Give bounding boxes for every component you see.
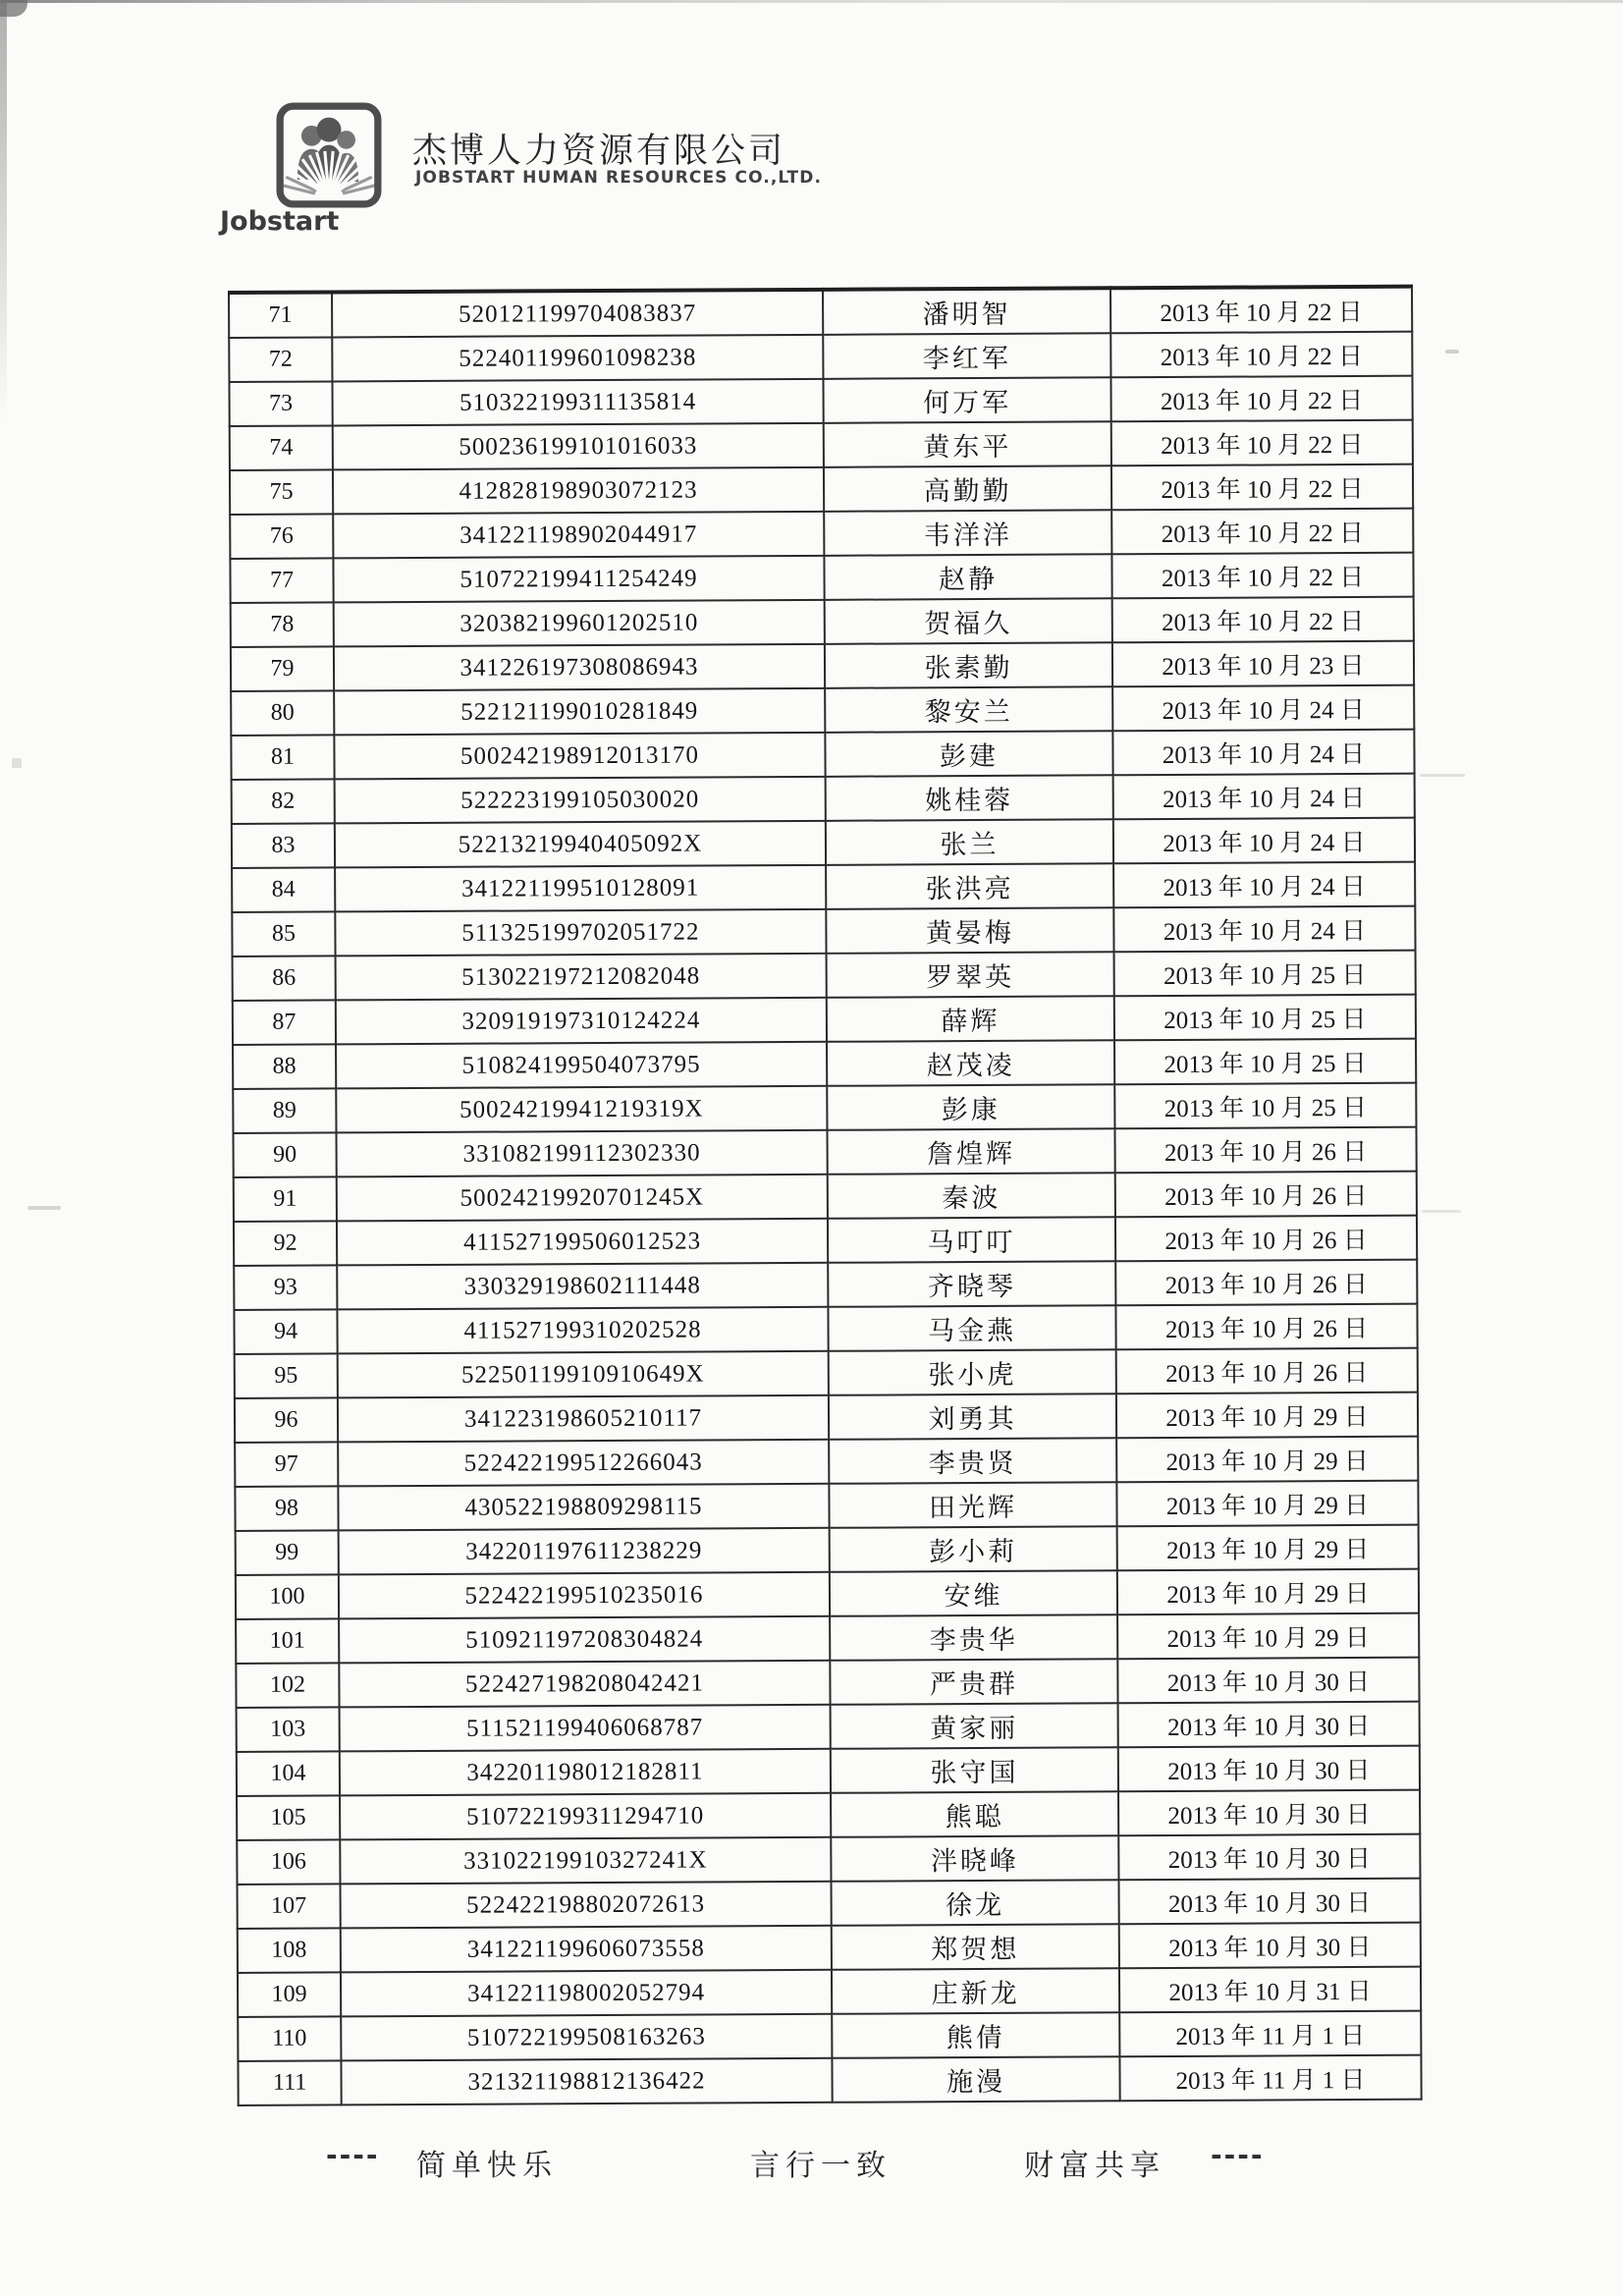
name-cell: 安维 bbox=[830, 1570, 1117, 1616]
footer-dash-right: ---- bbox=[1211, 2139, 1265, 2171]
row-number-cell: 72 bbox=[229, 337, 332, 382]
row-number-cell: 106 bbox=[237, 1839, 340, 1885]
date-cell: 2013 年 10 月 30 日 bbox=[1118, 1790, 1420, 1836]
table-row bbox=[234, 1216, 1417, 1266]
id-number-cell: 52213219940405092X bbox=[335, 821, 826, 868]
table-row bbox=[230, 553, 1413, 603]
name-cell: 张守国 bbox=[831, 1747, 1118, 1793]
name-cell: 赵静 bbox=[824, 554, 1111, 600]
id-number-cell: 33102219910327241X bbox=[340, 1837, 831, 1885]
id-number-cell: 320919197310124224 bbox=[336, 998, 827, 1045]
date-cell: 2013 年 10 月 30 日 bbox=[1118, 1702, 1420, 1748]
name-cell: 黄东平 bbox=[824, 421, 1111, 467]
name-cell: 何万军 bbox=[823, 377, 1110, 423]
table-row bbox=[233, 1127, 1416, 1177]
row-number-cell: 102 bbox=[236, 1663, 339, 1708]
footer-slogan-3: 财富共享 bbox=[1024, 2149, 1165, 2183]
id-number-cell: 341221199606073558 bbox=[341, 1926, 832, 1973]
row-number-cell: 84 bbox=[232, 867, 335, 912]
scan-speck bbox=[1445, 350, 1459, 354]
id-number-cell: 510722199508163263 bbox=[341, 2014, 832, 2061]
id-number-cell: 341226197308086943 bbox=[334, 644, 825, 691]
date-cell: 2013 年 11 月 1 日 bbox=[1119, 2055, 1421, 2102]
table-row bbox=[230, 420, 1413, 470]
table-row bbox=[232, 862, 1415, 912]
row-number-cell: 73 bbox=[229, 381, 332, 426]
name-cell: 熊倩 bbox=[832, 2012, 1119, 2058]
footer-slogan-1: 简单快乐 bbox=[416, 2149, 558, 2183]
row-number-cell: 100 bbox=[236, 1574, 339, 1619]
table-row bbox=[234, 1304, 1417, 1354]
table-row bbox=[230, 465, 1413, 515]
table-row bbox=[238, 1967, 1421, 2017]
date-cell: 2013 年 10 月 25 日 bbox=[1114, 951, 1416, 997]
company-logo-icon bbox=[274, 102, 384, 212]
id-number-cell: 522121199010281849 bbox=[334, 688, 825, 736]
scan-edge-left bbox=[0, 0, 7, 422]
name-cell: 赵茂凌 bbox=[827, 1040, 1114, 1086]
logo-wordmark: Jobstart bbox=[220, 206, 340, 237]
table-row bbox=[235, 1348, 1418, 1398]
scan-speck bbox=[12, 758, 22, 768]
id-number-cell: 341221198902044917 bbox=[333, 512, 824, 559]
date-cell: 2013 年 10 月 22 日 bbox=[1111, 465, 1413, 511]
id-number-cell: 500242198912013170 bbox=[334, 733, 825, 780]
id-number-cell: 411527199506012523 bbox=[337, 1219, 828, 1266]
table-row bbox=[233, 1083, 1416, 1133]
name-cell: 罗翠英 bbox=[827, 952, 1114, 998]
name-cell: 高勤勤 bbox=[824, 465, 1111, 512]
name-cell: 严贵群 bbox=[830, 1659, 1117, 1705]
row-number-cell: 88 bbox=[233, 1044, 336, 1089]
table-row bbox=[236, 1658, 1419, 1708]
row-number-cell: 79 bbox=[231, 646, 334, 691]
id-number-cell: 52250119910910649X bbox=[338, 1351, 829, 1398]
date-cell: 2013 年 10 月 24 日 bbox=[1112, 730, 1414, 776]
date-cell: 2013 年 10 月 25 日 bbox=[1114, 995, 1416, 1041]
id-number-cell: 511325199702051722 bbox=[335, 909, 826, 957]
row-number-cell: 89 bbox=[233, 1088, 336, 1133]
name-cell: 黄家丽 bbox=[831, 1703, 1118, 1749]
table-row bbox=[238, 1923, 1421, 1973]
name-cell: 彭小莉 bbox=[830, 1526, 1117, 1572]
table-row bbox=[236, 1613, 1419, 1664]
id-number-cell: 522422198802072613 bbox=[340, 1882, 831, 1929]
name-cell: 齐晓琴 bbox=[828, 1261, 1115, 1307]
name-cell: 姚桂蓉 bbox=[826, 775, 1113, 821]
row-number-cell: 96 bbox=[235, 1397, 338, 1443]
name-cell: 张素勤 bbox=[825, 642, 1112, 688]
row-number-cell: 78 bbox=[231, 602, 334, 647]
id-number-cell: 341223198605210117 bbox=[338, 1395, 829, 1443]
id-number-cell: 510921197208304824 bbox=[339, 1616, 830, 1664]
table-row bbox=[230, 509, 1413, 559]
name-cell: 彭康 bbox=[827, 1084, 1114, 1130]
row-number-cell: 81 bbox=[231, 735, 334, 780]
table-row bbox=[229, 376, 1412, 426]
name-cell: 詹煌辉 bbox=[827, 1128, 1114, 1175]
id-number-cell: 510722199411254249 bbox=[333, 556, 824, 603]
date-cell: 2013 年 10 月 22 日 bbox=[1112, 597, 1414, 643]
date-cell: 2013 年 10 月 31 日 bbox=[1119, 1967, 1421, 2013]
id-number-cell: 341221198002052794 bbox=[341, 1970, 832, 2017]
table-row bbox=[237, 1879, 1420, 1929]
date-cell: 2013 年 10 月 29 日 bbox=[1117, 1613, 1419, 1660]
id-number-cell: 412828198903072123 bbox=[333, 467, 824, 515]
date-cell: 2013 年 10 月 26 日 bbox=[1115, 1172, 1417, 1218]
row-number-cell: 77 bbox=[230, 558, 333, 603]
table-row bbox=[237, 1702, 1420, 1752]
table-row bbox=[237, 1790, 1420, 1840]
id-number-cell: 522422199512266043 bbox=[338, 1440, 829, 1487]
date-cell: 2013 年 10 月 24 日 bbox=[1113, 906, 1415, 953]
row-number-cell: 80 bbox=[231, 690, 334, 736]
row-number-cell: 95 bbox=[235, 1353, 338, 1398]
date-cell: 2013 年 10 月 29 日 bbox=[1117, 1569, 1419, 1615]
table-row bbox=[237, 1746, 1420, 1796]
id-number-cell: 520121199704083837 bbox=[332, 290, 823, 338]
id-number-cell: 513022197212082048 bbox=[336, 954, 827, 1001]
name-cell: 黄晏梅 bbox=[826, 907, 1113, 954]
row-number-cell: 108 bbox=[238, 1928, 341, 1973]
table-row bbox=[236, 1525, 1419, 1575]
table-row bbox=[235, 1393, 1418, 1443]
date-cell: 2013 年 10 月 24 日 bbox=[1113, 818, 1415, 864]
id-number-cell: 50024219941219319X bbox=[336, 1086, 827, 1133]
id-number-cell: 510824199504073795 bbox=[336, 1042, 827, 1089]
date-cell: 2013 年 10 月 26 日 bbox=[1115, 1304, 1417, 1350]
name-cell: 秦波 bbox=[828, 1173, 1115, 1219]
table-row bbox=[233, 995, 1416, 1045]
row-number-cell: 101 bbox=[236, 1618, 339, 1664]
name-cell: 张小虎 bbox=[829, 1349, 1116, 1395]
row-number-cell: 71 bbox=[229, 292, 332, 338]
table-row bbox=[233, 1039, 1416, 1089]
scan-corner-smudge bbox=[0, 0, 27, 17]
table-row bbox=[232, 906, 1415, 957]
table-row bbox=[234, 1260, 1417, 1310]
date-cell: 2013 年 10 月 30 日 bbox=[1118, 1834, 1420, 1881]
id-number-cell: 341221199510128091 bbox=[335, 865, 826, 912]
date-cell: 2013 年 10 月 24 日 bbox=[1113, 862, 1415, 908]
company-name-english: JOBSTART HUMAN RESOURCES CO.,LTD. bbox=[415, 168, 823, 188]
roster-table-wrap bbox=[228, 285, 1423, 2106]
name-cell: 施漫 bbox=[832, 2056, 1119, 2103]
row-number-cell: 99 bbox=[236, 1530, 339, 1575]
date-cell: 2013 年 10 月 24 日 bbox=[1113, 774, 1415, 820]
row-number-cell: 82 bbox=[232, 779, 335, 824]
row-number-cell: 103 bbox=[237, 1707, 340, 1752]
name-cell: 徐龙 bbox=[831, 1880, 1118, 1926]
roster-table bbox=[228, 285, 1423, 2106]
date-cell: 2013 年 10 月 30 日 bbox=[1118, 1879, 1420, 1925]
date-cell: 2013 年 10 月 22 日 bbox=[1111, 420, 1413, 466]
table-row bbox=[229, 287, 1412, 338]
table-row bbox=[238, 2011, 1421, 2061]
name-cell: 李贵华 bbox=[830, 1614, 1117, 1661]
date-cell: 2013 年 10 月 22 日 bbox=[1110, 376, 1412, 422]
table-row bbox=[235, 1437, 1418, 1487]
footer-slogan-2: 言行一致 bbox=[750, 2149, 892, 2183]
table-row bbox=[232, 818, 1415, 868]
date-cell: 2013 年 10 月 29 日 bbox=[1117, 1525, 1419, 1571]
table-row bbox=[234, 1172, 1417, 1222]
id-number-cell: 50024219920701245X bbox=[337, 1175, 828, 1222]
table-row bbox=[233, 951, 1416, 1001]
date-cell: 2013 年 10 月 25 日 bbox=[1114, 1039, 1416, 1085]
table-row bbox=[238, 2055, 1421, 2105]
row-number-cell: 83 bbox=[232, 823, 335, 868]
name-cell: 马叮叮 bbox=[828, 1217, 1115, 1263]
scan-edge-top bbox=[0, 0, 1623, 3]
row-number-cell: 75 bbox=[230, 469, 333, 515]
row-number-cell: 76 bbox=[230, 514, 333, 559]
row-number-cell: 98 bbox=[235, 1486, 338, 1531]
id-number-cell: 411527199310202528 bbox=[337, 1307, 828, 1354]
date-cell: 2013 年 10 月 30 日 bbox=[1118, 1746, 1420, 1792]
name-cell: 薛辉 bbox=[827, 996, 1114, 1042]
id-number-cell: 522427198208042421 bbox=[339, 1661, 830, 1708]
name-cell: 李贵贤 bbox=[829, 1438, 1116, 1484]
name-cell: 贺福久 bbox=[825, 598, 1112, 644]
date-cell: 2013 年 10 月 29 日 bbox=[1116, 1481, 1418, 1527]
name-cell: 张兰 bbox=[826, 819, 1113, 865]
row-number-cell: 105 bbox=[237, 1795, 340, 1840]
date-cell: 2013 年 10 月 26 日 bbox=[1115, 1216, 1417, 1262]
id-number-cell: 522223199105030020 bbox=[335, 777, 826, 824]
name-cell: 李红军 bbox=[823, 333, 1110, 379]
id-number-cell: 331082199112302330 bbox=[336, 1130, 827, 1177]
scan-speck bbox=[27, 1206, 61, 1210]
id-number-cell: 510722199311294710 bbox=[340, 1793, 831, 1840]
row-number-cell: 110 bbox=[238, 2016, 341, 2061]
id-number-cell: 511521199406068787 bbox=[340, 1705, 831, 1752]
id-number-cell: 330329198602111448 bbox=[337, 1263, 828, 1310]
row-number-cell: 111 bbox=[238, 2060, 341, 2105]
table-row bbox=[231, 685, 1414, 736]
date-cell: 2013 年 10 月 22 日 bbox=[1110, 287, 1412, 334]
name-cell: 刘勇其 bbox=[829, 1394, 1116, 1440]
row-number-cell: 109 bbox=[238, 1972, 341, 2017]
date-cell: 2013 年 11 月 1 日 bbox=[1119, 2011, 1421, 2057]
row-number-cell: 87 bbox=[233, 1000, 336, 1045]
date-cell: 2013 年 10 月 22 日 bbox=[1110, 332, 1412, 378]
table-row bbox=[229, 332, 1412, 382]
scan-speck bbox=[1422, 1210, 1461, 1213]
row-number-cell: 97 bbox=[235, 1442, 338, 1487]
scan-speck bbox=[1420, 774, 1465, 777]
table-row bbox=[235, 1481, 1418, 1531]
id-number-cell: 522422199510235016 bbox=[339, 1572, 830, 1619]
id-number-cell: 500236199101016033 bbox=[333, 423, 824, 470]
date-cell: 2013 年 10 月 30 日 bbox=[1119, 1923, 1421, 1969]
row-number-cell: 91 bbox=[234, 1176, 337, 1222]
table-row bbox=[236, 1569, 1419, 1619]
date-cell: 2013 年 10 月 26 日 bbox=[1116, 1348, 1418, 1394]
footer-dash-left: ---- bbox=[326, 2139, 380, 2171]
row-number-cell: 74 bbox=[230, 425, 333, 470]
id-number-cell: 321321198812136422 bbox=[341, 2058, 832, 2105]
name-cell: 黎安兰 bbox=[825, 686, 1112, 733]
row-number-cell: 93 bbox=[234, 1265, 337, 1310]
date-cell: 2013 年 10 月 22 日 bbox=[1111, 553, 1413, 599]
id-number-cell: 342201197611238229 bbox=[339, 1528, 830, 1575]
name-cell: 马金燕 bbox=[828, 1305, 1115, 1351]
date-cell: 2013 年 10 月 23 日 bbox=[1112, 641, 1414, 687]
id-number-cell: 430522198809298115 bbox=[338, 1484, 829, 1531]
row-number-cell: 104 bbox=[237, 1751, 340, 1796]
name-cell: 潘明智 bbox=[823, 288, 1110, 335]
row-number-cell: 94 bbox=[234, 1309, 337, 1354]
row-number-cell: 107 bbox=[237, 1884, 340, 1929]
id-number-cell: 510322199311135814 bbox=[332, 379, 823, 426]
date-cell: 2013 年 10 月 25 日 bbox=[1114, 1083, 1416, 1129]
date-cell: 2013 年 10 月 29 日 bbox=[1116, 1437, 1418, 1483]
table-row bbox=[232, 774, 1415, 824]
date-cell: 2013 年 10 月 30 日 bbox=[1117, 1658, 1419, 1704]
date-cell: 2013 年 10 月 26 日 bbox=[1115, 1260, 1417, 1306]
date-cell: 2013 年 10 月 29 日 bbox=[1116, 1393, 1418, 1439]
name-cell: 熊聪 bbox=[831, 1791, 1118, 1837]
name-cell: 韦洋洋 bbox=[824, 510, 1111, 556]
row-number-cell: 86 bbox=[233, 956, 336, 1001]
company-name-chinese: 杰博人力资源有限公司 bbox=[412, 132, 786, 171]
date-cell: 2013 年 10 月 22 日 bbox=[1111, 509, 1413, 555]
row-number-cell: 85 bbox=[232, 911, 335, 957]
row-number-cell: 90 bbox=[233, 1132, 336, 1177]
name-cell: 郑贺想 bbox=[832, 1924, 1119, 1970]
id-number-cell: 342201198012182811 bbox=[340, 1749, 831, 1796]
name-cell: 泮晓峰 bbox=[831, 1835, 1118, 1882]
row-number-cell: 92 bbox=[234, 1221, 337, 1266]
id-number-cell: 320382199601202510 bbox=[334, 600, 825, 647]
id-number-cell: 522401199601098238 bbox=[332, 335, 823, 382]
name-cell: 张洪亮 bbox=[826, 863, 1113, 909]
table-row bbox=[231, 730, 1414, 780]
date-cell: 2013 年 10 月 24 日 bbox=[1112, 685, 1414, 732]
table-row bbox=[231, 597, 1414, 647]
name-cell: 田光辉 bbox=[829, 1482, 1116, 1528]
table-row bbox=[231, 641, 1414, 691]
name-cell: 彭建 bbox=[825, 731, 1112, 777]
table-row bbox=[237, 1834, 1420, 1885]
date-cell: 2013 年 10 月 26 日 bbox=[1114, 1127, 1416, 1174]
name-cell: 庄新龙 bbox=[832, 1968, 1119, 2014]
